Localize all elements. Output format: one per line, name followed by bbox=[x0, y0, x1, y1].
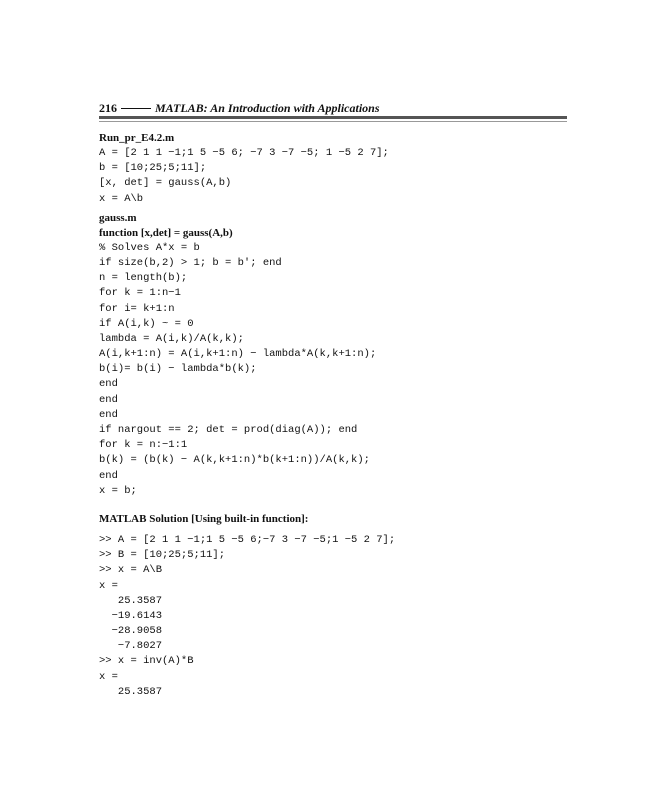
code-line: b(i)= b(i) − lambda*b(k); bbox=[99, 363, 257, 376]
command-line: >> B = [10;25;5;11]; bbox=[99, 549, 226, 562]
code-line: [x, det] = gauss(A,b) bbox=[99, 177, 232, 190]
output-value: 25.3587 bbox=[99, 594, 163, 607]
code-line: A = [2 1 1 −1;1 5 −5 6; −7 3 −7 −5; 1 −5 2 7]; bbox=[99, 147, 389, 159]
code-line: for i= k+1:n bbox=[99, 302, 175, 315]
code-line: b = [10;25;5;11]; bbox=[99, 162, 207, 175]
code-line: if size(b,2) > 1; b = b'; end bbox=[99, 256, 282, 269]
code-line: end bbox=[99, 378, 118, 391]
output-value: −28.9058 bbox=[99, 625, 163, 638]
output-line: x = bbox=[99, 670, 118, 683]
spacer bbox=[99, 499, 567, 512]
output-line: x = bbox=[99, 579, 118, 592]
code-line: for k = 1:n−1 bbox=[99, 287, 181, 300]
code-line: if nargout == 2; det = prod(diag(A)); end bbox=[99, 424, 358, 436]
output-value: −19.6143 bbox=[99, 609, 163, 622]
command-line: >> x = inv(A)*B bbox=[99, 655, 194, 668]
header-rule-thick bbox=[99, 116, 567, 119]
section-title-gauss: gauss.m bbox=[99, 211, 137, 224]
function-signature: function [x,det] = gauss(A,b) bbox=[99, 226, 233, 239]
header-rule-thin bbox=[99, 121, 567, 122]
code-line: end bbox=[99, 469, 118, 482]
page-content bbox=[99, 131, 567, 700]
book-title: MATLAB: An Introduction with Applications bbox=[155, 101, 380, 115]
output-value: −7.8027 bbox=[99, 640, 163, 653]
code-line: if A(i,k) ~ = 0 bbox=[99, 317, 194, 330]
code-line: lambda = A(i,k)/A(k,k); bbox=[99, 332, 244, 345]
run-script-section bbox=[99, 131, 567, 207]
output-value: 25.3587 bbox=[99, 685, 163, 698]
code-line: end bbox=[99, 393, 118, 406]
command-line: >> x = A\B bbox=[99, 564, 163, 577]
code-line: for k = n:−1:1 bbox=[99, 439, 188, 452]
code-line: n = length(b); bbox=[99, 272, 188, 285]
section-title-solution: MATLAB Solution [Using built-in function]: bbox=[99, 512, 309, 525]
section-title-run-script: Run_pr_E4.2.m bbox=[99, 132, 175, 144]
code-line: x = A\b bbox=[99, 192, 144, 205]
gauss-function-section bbox=[99, 211, 567, 499]
page-number: 216 bbox=[99, 101, 117, 115]
code-line: % Solves A*x = b bbox=[99, 241, 200, 254]
code-line: end bbox=[99, 408, 118, 421]
code-line: x = b; bbox=[99, 484, 137, 497]
code-line: A(i,k+1:n) = A(i,k+1:n) − lambda*A(k,k+1:n); bbox=[99, 348, 377, 361]
header-dash bbox=[121, 108, 151, 109]
command-line: >> A = [2 1 1 −1;1 5 −5 6;−7 3 −7 −5;1 −5 2 7]; bbox=[99, 533, 396, 546]
code-line: b(k) = (b(k) − A(k,k+1:n)*b(k+1:n))/A(k,k); bbox=[99, 454, 370, 467]
builtin-solution-section bbox=[99, 512, 567, 700]
